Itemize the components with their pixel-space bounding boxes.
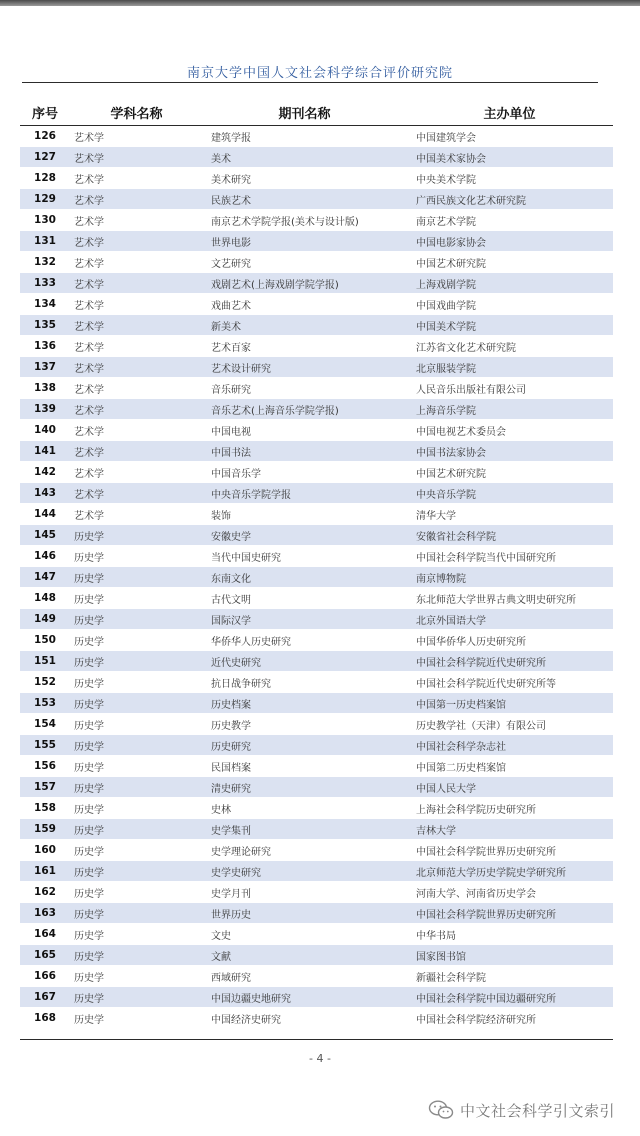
cell-journal-name: 当代中国史研究 bbox=[203, 546, 406, 567]
cell-journal-name: 建筑学报 bbox=[203, 126, 406, 147]
cell-journal-name: 戏剧艺术(上海戏剧学院学报) bbox=[203, 273, 406, 294]
cell-journal-name: 华侨华人历史研究 bbox=[203, 630, 406, 651]
table-row bbox=[20, 273, 613, 294]
cell-number: 126 bbox=[20, 126, 70, 147]
cell-subject: 历史学 bbox=[70, 924, 203, 945]
cell-subject: 历史学 bbox=[70, 903, 203, 924]
cell-number: 133 bbox=[20, 273, 70, 294]
cell-publisher: 中国社会科学院近代史研究所 bbox=[406, 651, 613, 672]
cell-subject: 艺术学 bbox=[70, 420, 203, 441]
cell-journal-name: 近代史研究 bbox=[203, 651, 406, 672]
cell-subject: 历史学 bbox=[70, 735, 203, 756]
cell-number: 145 bbox=[20, 525, 70, 546]
cell-number: 129 bbox=[20, 189, 70, 210]
table-row bbox=[20, 735, 613, 756]
cell-journal-name: 音乐研究 bbox=[203, 378, 406, 399]
cell-journal-name: 民国档案 bbox=[203, 756, 406, 777]
cell-journal-name: 装饰 bbox=[203, 504, 406, 525]
cell-subject: 历史学 bbox=[70, 882, 203, 903]
cell-publisher: 中国第一历史档案馆 bbox=[406, 693, 613, 714]
table-row bbox=[20, 819, 613, 840]
cell-subject: 艺术学 bbox=[70, 168, 203, 189]
top-scroll-bar bbox=[0, 0, 640, 6]
cell-number: 137 bbox=[20, 357, 70, 378]
cell-journal-name: 东南文化 bbox=[203, 567, 406, 588]
cell-publisher: 中国艺术研究院 bbox=[406, 252, 613, 273]
cell-number: 153 bbox=[20, 693, 70, 714]
cell-number: 130 bbox=[20, 210, 70, 231]
cell-journal-name: 史学史研究 bbox=[203, 861, 406, 882]
cell-journal-name: 中国书法 bbox=[203, 441, 406, 462]
table-row bbox=[20, 630, 613, 651]
table-row bbox=[20, 168, 613, 189]
table-row bbox=[20, 189, 613, 210]
cell-number: 144 bbox=[20, 504, 70, 525]
table-row bbox=[20, 252, 613, 273]
column-header-number: 序号 bbox=[20, 100, 70, 126]
cell-subject: 历史学 bbox=[70, 756, 203, 777]
cell-number: 167 bbox=[20, 987, 70, 1008]
cell-number: 135 bbox=[20, 315, 70, 336]
cell-publisher: 中国艺术研究院 bbox=[406, 462, 613, 483]
cell-number: 155 bbox=[20, 735, 70, 756]
cell-publisher: 中国电影家协会 bbox=[406, 231, 613, 252]
cell-publisher: 江苏省文化艺术研究院 bbox=[406, 336, 613, 357]
table-row bbox=[20, 756, 613, 777]
cell-journal-name: 古代文明 bbox=[203, 588, 406, 609]
cell-publisher: 中国华侨华人历史研究所 bbox=[406, 630, 613, 651]
cell-journal-name: 中国电视 bbox=[203, 420, 406, 441]
cell-subject: 历史学 bbox=[70, 987, 203, 1008]
cell-publisher: 中国建筑学会 bbox=[406, 126, 613, 147]
cell-publisher: 人民音乐出版社有限公司 bbox=[406, 378, 613, 399]
column-header-journal: 期刊名称 bbox=[203, 100, 406, 126]
cell-journal-name: 世界历史 bbox=[203, 903, 406, 924]
cell-subject: 历史学 bbox=[70, 630, 203, 651]
table-row bbox=[20, 147, 613, 168]
cell-subject: 历史学 bbox=[70, 693, 203, 714]
cell-publisher: 北京师范大学历史学院史学研究所 bbox=[406, 861, 613, 882]
cell-number: 152 bbox=[20, 672, 70, 693]
cell-subject: 艺术学 bbox=[70, 462, 203, 483]
cell-number: 141 bbox=[20, 441, 70, 462]
cell-publisher: 中国电视艺术委员会 bbox=[406, 420, 613, 441]
cell-subject: 艺术学 bbox=[70, 189, 203, 210]
cell-journal-name: 历史研究 bbox=[203, 735, 406, 756]
cell-publisher: 广西民族文化艺术研究院 bbox=[406, 189, 613, 210]
cell-publisher: 中国社会科学院当代中国研究所 bbox=[406, 546, 613, 567]
cell-number: 159 bbox=[20, 819, 70, 840]
cell-subject: 艺术学 bbox=[70, 147, 203, 168]
cell-subject: 艺术学 bbox=[70, 231, 203, 252]
table-row bbox=[20, 987, 613, 1008]
cell-journal-name: 世界电影 bbox=[203, 231, 406, 252]
cell-subject: 历史学 bbox=[70, 588, 203, 609]
cell-number: 165 bbox=[20, 945, 70, 966]
cell-journal-name: 音乐艺术(上海音乐学院学报) bbox=[203, 399, 406, 420]
cell-subject: 艺术学 bbox=[70, 294, 203, 315]
cell-publisher: 北京外国语大学 bbox=[406, 609, 613, 630]
cell-subject: 历史学 bbox=[70, 945, 203, 966]
cell-subject: 艺术学 bbox=[70, 252, 203, 273]
table-row bbox=[20, 672, 613, 693]
table-row bbox=[20, 924, 613, 945]
cell-number: 143 bbox=[20, 483, 70, 504]
cell-subject: 艺术学 bbox=[70, 357, 203, 378]
cell-publisher: 南京艺术学院 bbox=[406, 210, 613, 231]
table-row bbox=[20, 882, 613, 903]
table-row bbox=[20, 546, 613, 567]
cell-journal-name: 南京艺术学院学报(美术与设计版) bbox=[203, 210, 406, 231]
table-row bbox=[20, 693, 613, 714]
cell-number: 156 bbox=[20, 756, 70, 777]
cell-number: 128 bbox=[20, 168, 70, 189]
cell-number: 163 bbox=[20, 903, 70, 924]
table-bottom-divider bbox=[20, 1039, 613, 1040]
cell-publisher: 东北师范大学世界古典文明史研究所 bbox=[406, 588, 613, 609]
cell-publisher: 中国第二历史档案馆 bbox=[406, 756, 613, 777]
cell-publisher: 上海戏剧学院 bbox=[406, 273, 613, 294]
column-header-publisher: 主办单位 bbox=[406, 100, 613, 126]
cell-number: 158 bbox=[20, 798, 70, 819]
cell-number: 138 bbox=[20, 378, 70, 399]
table-row bbox=[20, 315, 613, 336]
table-body bbox=[20, 126, 613, 1029]
cell-journal-name: 国际汉学 bbox=[203, 609, 406, 630]
cell-journal-name: 西域研究 bbox=[203, 966, 406, 987]
cell-subject: 历史学 bbox=[70, 567, 203, 588]
cell-subject: 历史学 bbox=[70, 840, 203, 861]
cell-journal-name: 文艺研究 bbox=[203, 252, 406, 273]
cell-publisher: 上海音乐学院 bbox=[406, 399, 613, 420]
cell-subject: 历史学 bbox=[70, 651, 203, 672]
cell-publisher: 中国社会科学院世界历史研究所 bbox=[406, 903, 613, 924]
cell-subject: 历史学 bbox=[70, 966, 203, 987]
cell-journal-name: 艺术百家 bbox=[203, 336, 406, 357]
cell-publisher: 安徽省社会科学院 bbox=[406, 525, 613, 546]
cell-publisher: 中国社会科学院中国边疆研究所 bbox=[406, 987, 613, 1008]
cell-journal-name: 史学月刊 bbox=[203, 882, 406, 903]
cell-subject: 历史学 bbox=[70, 861, 203, 882]
table-row bbox=[20, 483, 613, 504]
cell-number: 146 bbox=[20, 546, 70, 567]
cell-journal-name: 史学理论研究 bbox=[203, 840, 406, 861]
cell-number: 168 bbox=[20, 1008, 70, 1029]
cell-number: 149 bbox=[20, 609, 70, 630]
cell-number: 131 bbox=[20, 231, 70, 252]
cell-publisher: 中央音乐学院 bbox=[406, 483, 613, 504]
cell-number: 161 bbox=[20, 861, 70, 882]
table-row bbox=[20, 567, 613, 588]
cell-publisher: 新疆社会科学院 bbox=[406, 966, 613, 987]
cell-subject: 艺术学 bbox=[70, 399, 203, 420]
cell-number: 160 bbox=[20, 840, 70, 861]
cell-journal-name: 新美术 bbox=[203, 315, 406, 336]
cell-publisher: 中国书法家协会 bbox=[406, 441, 613, 462]
table-row bbox=[20, 1008, 613, 1029]
wechat-icon bbox=[428, 1100, 454, 1120]
cell-subject: 历史学 bbox=[70, 525, 203, 546]
table-row bbox=[20, 840, 613, 861]
cell-subject: 历史学 bbox=[70, 1008, 203, 1029]
table-row bbox=[20, 525, 613, 546]
watermark bbox=[428, 1098, 615, 1122]
table-row bbox=[20, 210, 613, 231]
cell-publisher: 国家图书馆 bbox=[406, 945, 613, 966]
table-row bbox=[20, 798, 613, 819]
cell-journal-name: 史学集刊 bbox=[203, 819, 406, 840]
table-row bbox=[20, 651, 613, 672]
cell-journal-name: 抗日战争研究 bbox=[203, 672, 406, 693]
cell-subject: 历史学 bbox=[70, 777, 203, 798]
cell-number: 127 bbox=[20, 147, 70, 168]
cell-journal-name: 文献 bbox=[203, 945, 406, 966]
table-row bbox=[20, 777, 613, 798]
table-row bbox=[20, 399, 613, 420]
cell-number: 166 bbox=[20, 966, 70, 987]
table-row bbox=[20, 126, 613, 147]
cell-number: 164 bbox=[20, 924, 70, 945]
cell-publisher: 中国社会科学院近代史研究所等 bbox=[406, 672, 613, 693]
cell-number: 157 bbox=[20, 777, 70, 798]
cell-publisher: 中国美术学院 bbox=[406, 315, 613, 336]
table-row bbox=[20, 504, 613, 525]
cell-publisher: 清华大学 bbox=[406, 504, 613, 525]
cell-publisher: 中国社会科学院世界历史研究所 bbox=[406, 840, 613, 861]
table-row bbox=[20, 609, 613, 630]
cell-subject: 艺术学 bbox=[70, 378, 203, 399]
cell-number: 134 bbox=[20, 294, 70, 315]
page-number: - 4 - bbox=[309, 1052, 331, 1065]
cell-subject: 艺术学 bbox=[70, 126, 203, 147]
cell-publisher: 上海社会科学院历史研究所 bbox=[406, 798, 613, 819]
cell-journal-name: 中国边疆史地研究 bbox=[203, 987, 406, 1008]
cell-subject: 历史学 bbox=[70, 546, 203, 567]
table-row bbox=[20, 231, 613, 252]
table-row bbox=[20, 336, 613, 357]
cell-journal-name: 中央音乐学院学报 bbox=[203, 483, 406, 504]
table-row bbox=[20, 294, 613, 315]
cell-publisher: 河南大学、河南省历史学会 bbox=[406, 882, 613, 903]
cell-subject: 艺术学 bbox=[70, 315, 203, 336]
table-row bbox=[20, 441, 613, 462]
cell-subject: 艺术学 bbox=[70, 273, 203, 294]
cell-number: 139 bbox=[20, 399, 70, 420]
cell-number: 140 bbox=[20, 420, 70, 441]
cell-journal-name: 中国经济史研究 bbox=[203, 1008, 406, 1029]
cell-subject: 历史学 bbox=[70, 798, 203, 819]
cell-subject: 艺术学 bbox=[70, 441, 203, 462]
cell-subject: 艺术学 bbox=[70, 336, 203, 357]
table-row bbox=[20, 378, 613, 399]
page-header-title: 南京大学中国人文社会科学综合评价研究院 bbox=[186, 66, 453, 81]
cell-publisher: 南京博物院 bbox=[406, 567, 613, 588]
cell-publisher: 历史教学社（天津）有限公司 bbox=[406, 714, 613, 735]
table-row bbox=[20, 714, 613, 735]
cell-number: 147 bbox=[20, 567, 70, 588]
table-row bbox=[20, 903, 613, 924]
table-row bbox=[20, 861, 613, 882]
cell-publisher: 中央美术学院 bbox=[406, 168, 613, 189]
cell-publisher: 中国戏曲学院 bbox=[406, 294, 613, 315]
cell-publisher: 北京服装学院 bbox=[406, 357, 613, 378]
cell-subject: 历史学 bbox=[70, 714, 203, 735]
cell-journal-name: 民族艺术 bbox=[203, 189, 406, 210]
table-row bbox=[20, 357, 613, 378]
cell-publisher: 中国人民大学 bbox=[406, 777, 613, 798]
cell-journal-name: 史林 bbox=[203, 798, 406, 819]
table-row bbox=[20, 420, 613, 441]
cell-journal-name: 清史研究 bbox=[203, 777, 406, 798]
cell-publisher: 中国美术家协会 bbox=[406, 147, 613, 168]
cell-journal-name: 历史档案 bbox=[203, 693, 406, 714]
cell-number: 151 bbox=[20, 651, 70, 672]
table-row bbox=[20, 945, 613, 966]
header-divider bbox=[22, 82, 598, 83]
cell-subject: 艺术学 bbox=[70, 210, 203, 231]
cell-publisher: 中华书局 bbox=[406, 924, 613, 945]
table-row bbox=[20, 462, 613, 483]
table-row bbox=[20, 588, 613, 609]
cell-journal-name: 中国音乐学 bbox=[203, 462, 406, 483]
cell-number: 132 bbox=[20, 252, 70, 273]
cell-number: 136 bbox=[20, 336, 70, 357]
cell-publisher: 吉林大学 bbox=[406, 819, 613, 840]
cell-number: 162 bbox=[20, 882, 70, 903]
cell-journal-name: 历史教学 bbox=[203, 714, 406, 735]
cell-journal-name: 戏曲艺术 bbox=[203, 294, 406, 315]
table-row bbox=[20, 966, 613, 987]
cell-subject: 历史学 bbox=[70, 672, 203, 693]
cell-publisher: 中国社会科学院经济研究所 bbox=[406, 1008, 613, 1029]
table-header-row bbox=[20, 100, 613, 126]
cell-number: 142 bbox=[20, 462, 70, 483]
cell-journal-name: 安徽史学 bbox=[203, 525, 406, 546]
cell-journal-name: 文史 bbox=[203, 924, 406, 945]
cell-number: 148 bbox=[20, 588, 70, 609]
watermark-text: 中文社会科学引文索引 bbox=[460, 1101, 616, 1120]
cell-publisher: 中国社会科学杂志社 bbox=[406, 735, 613, 756]
cell-journal-name: 美术研究 bbox=[203, 168, 406, 189]
journal-table bbox=[20, 100, 613, 1029]
cell-journal-name: 美术 bbox=[203, 147, 406, 168]
cell-number: 150 bbox=[20, 630, 70, 651]
cell-subject: 历史学 bbox=[70, 609, 203, 630]
cell-subject: 历史学 bbox=[70, 819, 203, 840]
column-header-subject: 学科名称 bbox=[70, 100, 203, 126]
cell-journal-name: 艺术设计研究 bbox=[203, 357, 406, 378]
cell-number: 154 bbox=[20, 714, 70, 735]
cell-subject: 艺术学 bbox=[70, 483, 203, 504]
cell-subject: 艺术学 bbox=[70, 504, 203, 525]
